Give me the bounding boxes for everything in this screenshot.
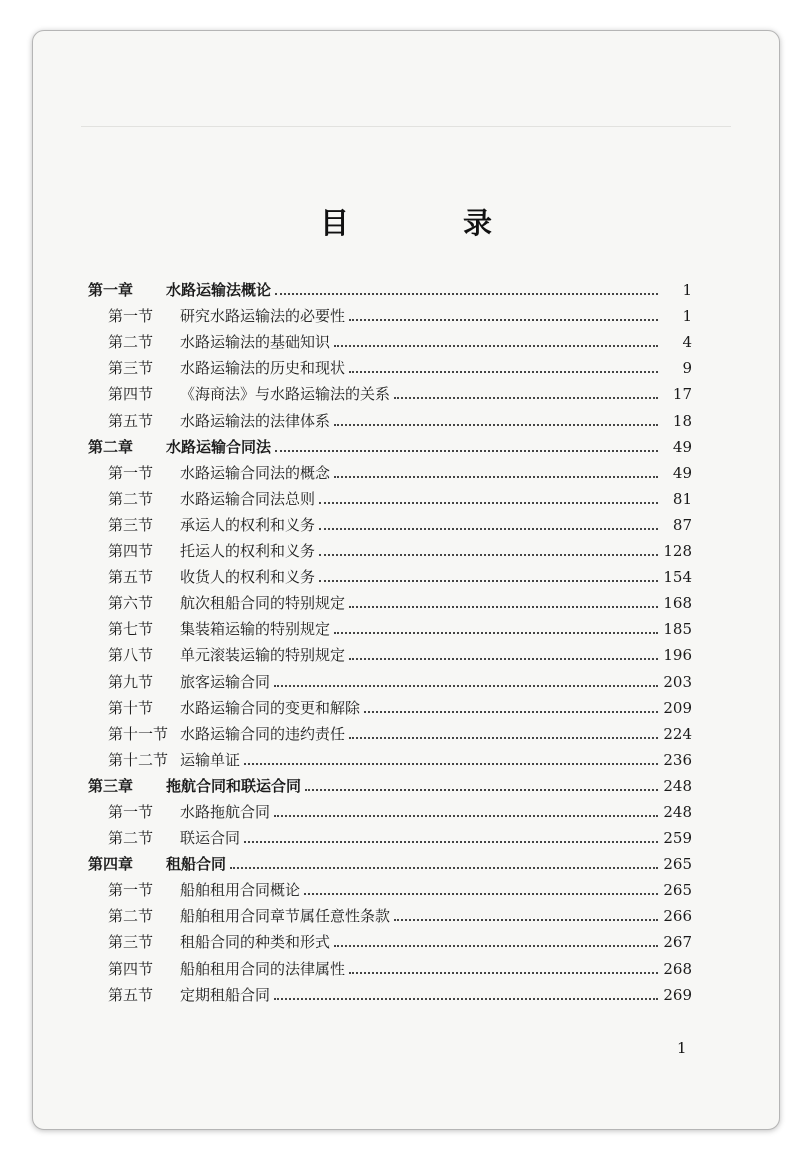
- toc-entry-title: 水路运输合同法: [166, 437, 272, 456]
- toc-entry-number: 第一节: [108, 802, 154, 821]
- toc-section-row: [88, 325, 692, 351]
- toc-entry-title: 水路运输法的历史和现状: [180, 359, 346, 378]
- toc-entry-page: 185: [663, 620, 692, 639]
- toc-entry-number: 第二章: [88, 437, 134, 456]
- toc-section-row: [88, 508, 692, 534]
- toc-chapter-row: [88, 769, 692, 795]
- toc-entry-title: 水路运输法的基础知识: [180, 333, 331, 352]
- toc-entry-page: 9: [682, 359, 692, 378]
- toc-section-row: [88, 873, 692, 899]
- dot-leader: [349, 657, 658, 660]
- toc-entry-number: 第一节: [108, 881, 154, 900]
- dot-leader: [319, 553, 658, 556]
- toc-entry-title: 联运合同: [180, 829, 241, 848]
- toc-section-row: [88, 377, 692, 403]
- toc-entry-title: 运输单证: [180, 750, 241, 769]
- page-number: 1: [677, 1039, 687, 1057]
- toc-entry-page: 168: [663, 594, 692, 613]
- toc-section-row: [88, 560, 692, 586]
- toc-entry-number: 第四节: [108, 542, 154, 561]
- dot-leader: [334, 944, 658, 947]
- toc-entry-title: 单元滚装运输的特别规定: [180, 646, 346, 665]
- toc-section-row: [88, 821, 692, 847]
- dot-leader: [394, 918, 658, 921]
- toc-entry-number: 第六节: [108, 594, 154, 613]
- toc-entry-page: 18: [672, 411, 692, 430]
- toc-section-row: [88, 482, 692, 508]
- book-page: [32, 30, 780, 1130]
- toc-entry-page: 265: [663, 881, 692, 900]
- toc-entry-page: 269: [663, 985, 692, 1004]
- toc-entry-number: 第三章: [88, 776, 134, 795]
- toc-entry-page: 248: [663, 802, 692, 821]
- toc-section-row: [88, 925, 692, 951]
- toc-entry-number: 第三节: [108, 933, 154, 952]
- toc-entry-number: 第三节: [108, 359, 154, 378]
- toc-entry-number: 第五节: [108, 985, 154, 1004]
- toc-entry-page: 1: [682, 307, 692, 326]
- toc-entry-title: 收货人的权利和义务: [180, 568, 316, 587]
- dot-leader: [334, 631, 658, 634]
- dot-leader: [334, 475, 658, 478]
- toc-entry-title: 《海商法》与水路运输法的关系: [180, 385, 391, 404]
- toc-entry-number: 第十节: [108, 698, 154, 717]
- toc-entry-number: 第四节: [108, 385, 154, 404]
- toc-entry-title: 水路运输法概论: [166, 281, 272, 300]
- dot-leader: [274, 814, 658, 817]
- toc-entry-title: 定期租船合同: [180, 985, 271, 1004]
- dot-leader: [319, 501, 658, 504]
- toc-entry-page: 4: [682, 333, 692, 352]
- toc-entry-number: 第五节: [108, 568, 154, 587]
- toc-section-row: [88, 743, 692, 769]
- dot-leader: [364, 710, 658, 713]
- dot-leader: [275, 449, 658, 452]
- toc-entry-title: 租船合同的种类和形式: [180, 933, 331, 952]
- dot-leader: [244, 840, 658, 843]
- toc-section-row: [88, 586, 692, 612]
- toc-chapter-row: [88, 847, 692, 873]
- toc-entry-number: 第二节: [108, 489, 154, 508]
- toc-entry-page: 259: [663, 829, 692, 848]
- dot-leader: [349, 736, 658, 739]
- bleed-through-rule: [81, 126, 731, 127]
- toc-section-row: [88, 717, 692, 743]
- toc-section-row: [88, 612, 692, 638]
- toc-entry-number: 第二节: [108, 829, 154, 848]
- toc-entry-title: 旅客运输合同: [180, 672, 271, 691]
- toc-entry-page: 1: [682, 281, 692, 300]
- toc-entry-page: 266: [663, 907, 692, 926]
- toc-section-row: [88, 978, 692, 1004]
- toc-entry-title: 托运人的权利和义务: [180, 542, 316, 561]
- dot-leader: [349, 318, 658, 321]
- toc-entry-title: 船舶租用合同概论: [180, 881, 301, 900]
- toc-entry-title: 承运人的权利和义务: [180, 515, 316, 534]
- dot-leader: [334, 344, 658, 347]
- toc-entry-title: 航次租船合同的特别规定: [180, 594, 346, 613]
- dot-leader: [394, 396, 658, 399]
- toc-section-row: [88, 456, 692, 482]
- dot-leader: [244, 762, 658, 765]
- toc-entry-number: 第十一节: [108, 724, 169, 743]
- toc-section-row: [88, 795, 692, 821]
- toc-section-row: [88, 299, 692, 325]
- page-title: 目 录: [319, 206, 545, 240]
- dot-leader: [275, 292, 658, 295]
- toc-entry-page: 267: [663, 933, 692, 952]
- toc-entry-title: 拖航合同和联运合同: [166, 776, 302, 795]
- dot-leader: [349, 971, 658, 974]
- toc-entry-number: 第五节: [108, 411, 154, 430]
- toc-entry-page: 196: [663, 646, 692, 665]
- table-of-contents: [88, 273, 692, 1004]
- toc-entry-title: 船舶租用合同章节属任意性条款: [180, 907, 391, 926]
- toc-entry-title: 集装箱运输的特别规定: [180, 620, 331, 639]
- toc-entry-number: 第二节: [108, 907, 154, 926]
- toc-entry-page: 49: [672, 437, 692, 456]
- toc-entry-title: 水路运输法的法律体系: [180, 411, 331, 430]
- dot-leader: [319, 527, 658, 530]
- dot-leader: [349, 605, 658, 608]
- toc-entry-title: 研究水路运输法的必要性: [180, 307, 346, 326]
- toc-entry-title: 水路运输合同法的概念: [180, 463, 331, 482]
- toc-entry-title: 水路运输合同的变更和解除: [180, 698, 361, 717]
- toc-entry-page: 236: [663, 750, 692, 769]
- toc-entry-number: 第二节: [108, 333, 154, 352]
- dot-leader: [304, 892, 658, 895]
- dot-leader: [230, 866, 658, 869]
- dot-leader: [319, 579, 658, 582]
- toc-entry-title: 水路运输合同法总则: [180, 489, 316, 508]
- toc-entry-number: 第十二节: [108, 750, 169, 769]
- toc-section-row: [88, 351, 692, 377]
- toc-entry-page: 265: [663, 855, 692, 874]
- toc-entry-number: 第一章: [88, 281, 134, 300]
- toc-entry-number: 第一节: [108, 307, 154, 326]
- dot-leader: [334, 423, 658, 426]
- toc-entry-title: 租船合同: [166, 855, 227, 874]
- toc-section-row: [88, 638, 692, 664]
- toc-entry-number: 第九节: [108, 672, 154, 691]
- toc-section-row: [88, 664, 692, 690]
- toc-entry-page: 128: [663, 542, 692, 561]
- toc-entry-page: 154: [663, 568, 692, 587]
- toc-entry-number: 第八节: [108, 646, 154, 665]
- dot-leader: [274, 684, 658, 687]
- toc-section-row: [88, 403, 692, 429]
- toc-entry-page: 224: [663, 724, 692, 743]
- dot-leader: [305, 788, 658, 791]
- toc-entry-page: 17: [672, 385, 692, 404]
- toc-entry-title: 水路拖航合同: [180, 802, 271, 821]
- toc-section-row: [88, 691, 692, 717]
- toc-entry-page: 87: [672, 515, 692, 534]
- toc-entry-page: 203: [663, 672, 692, 691]
- dot-leader: [349, 370, 658, 373]
- toc-entry-page: 268: [663, 959, 692, 978]
- toc-entry-number: 第四章: [88, 855, 134, 874]
- toc-entry-page: 49: [672, 463, 692, 482]
- toc-entry-page: 209: [663, 698, 692, 717]
- toc-entry-number: 第一节: [108, 463, 154, 482]
- toc-section-row: [88, 951, 692, 977]
- toc-entry-number: 第四节: [108, 959, 154, 978]
- toc-entry-number: 第三节: [108, 515, 154, 534]
- toc-entry-page: 248: [663, 776, 692, 795]
- toc-entry-title: 水路运输合同的违约责任: [180, 724, 346, 743]
- toc-section-row: [88, 899, 692, 925]
- toc-chapter-row: [88, 430, 692, 456]
- dot-leader: [274, 997, 658, 1000]
- toc-entry-title: 船舶租用合同的法律属性: [180, 959, 346, 978]
- toc-entry-page: 81: [672, 489, 692, 508]
- toc-chapter-row: [88, 273, 692, 299]
- toc-entry-number: 第七节: [108, 620, 154, 639]
- toc-section-row: [88, 534, 692, 560]
